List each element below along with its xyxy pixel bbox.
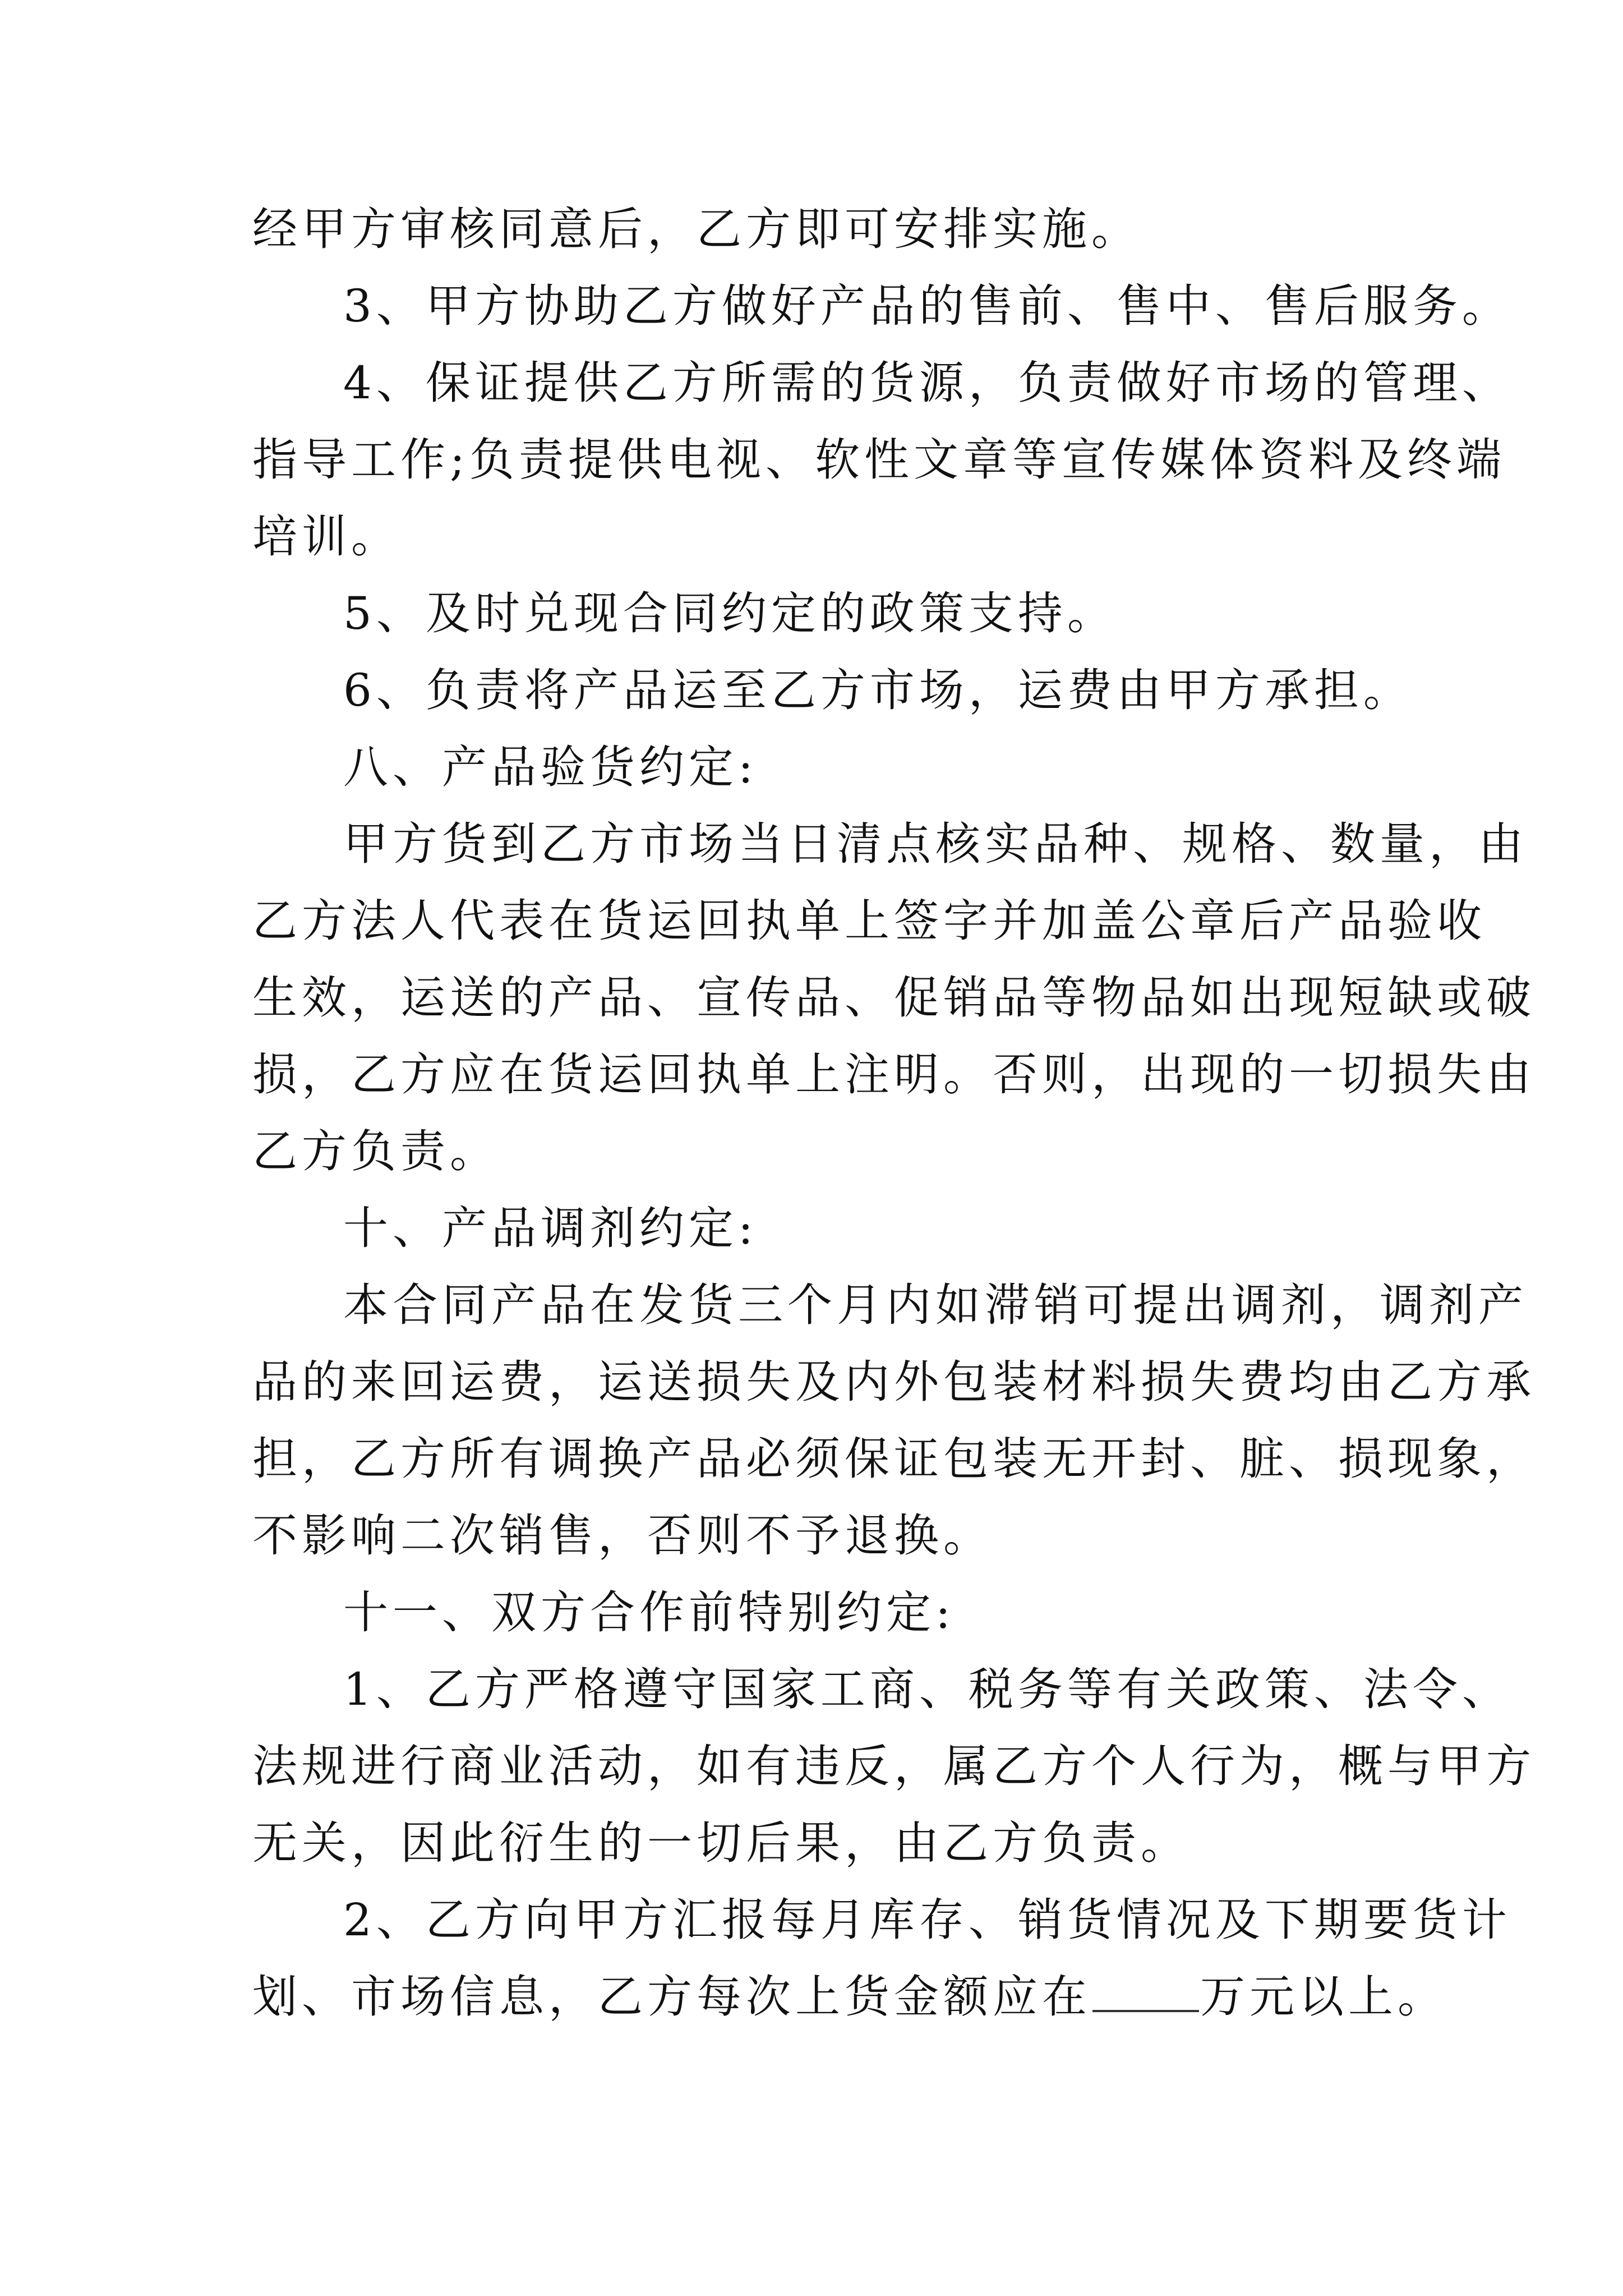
text-line: 无关，因此衍生的一切后果，由乙方负责。 [252,1817,1190,1869]
text-line: 经甲方审核同意后，乙方即可安排实施。 [252,203,1141,255]
text-line: 不影响二次销售，否则不予退换。 [252,1510,993,1562]
section-heading: 八、产品验货约定: [343,741,758,793]
text-line: 3、甲方协助乙方做好产品的售前、售中、售后服务。 [343,280,1511,332]
text-segment: 划、市场信息，乙方每次上货金额应在 [252,1971,1091,2023]
text-line: 4、保证提供乙方所需的货源，负责做好市场的管理、 [343,357,1511,409]
text-line: 乙方负责。 [252,1125,499,1177]
text-line: 1、乙方严格遵守国家工商、税务等有关政策、法令、 [343,1663,1511,1715]
text-segment: 万元以上。 [1200,1971,1447,2023]
text-line: 5、及时兑现合同约定的政策支持。 [343,587,1117,639]
section-heading: 十、产品调剂约定: [343,1202,758,1254]
text-line: 6、负责将产品运至乙方市场，运费由甲方承担。 [343,664,1413,716]
text-line: 法规进行商业活动，如有违反，属乙方个人行为，概与甲方 [252,1740,1536,1792]
text-line: 乙方法人代表在货运回执单上签字并加盖公章后产品验收 [252,895,1486,947]
text-line: 培训。 [252,510,400,563]
section-heading: 十一、双方合作前特别约定: [343,1586,955,1639]
text-line: 2、乙方向甲方汇报每月库存、销货情况及下期要货计 [343,1894,1511,1946]
text-line: 本合同产品在发货三个月内如滞销可提出调剂，调剂产 [343,1279,1528,1331]
text-line: 品的来回运费，运送损失及内外包装材料损失费均由乙方承 [252,1356,1536,1408]
fill-in-blank [1092,2009,1199,2012]
text-line: 损，乙方应在货运回执单上注明。否则，出现的一切损失由 [252,1048,1536,1101]
text-line: 担，乙方所有调换产品必须保证包装无开封、脏、损现象， [252,1433,1536,1485]
text-line: 指导工作;负责提供电视、软性文章等宣传媒体资料及终端 [252,434,1506,486]
text-line: 甲方货到乙方市场当日清点核实品种、规格、数量，由 [343,818,1528,870]
text-line: 生效，运送的产品、宣传品、促销品等物品如出现短缺或破 [252,972,1536,1024]
text-line-with-blank [252,1958,1447,2035]
contract-body [252,191,1536,2035]
